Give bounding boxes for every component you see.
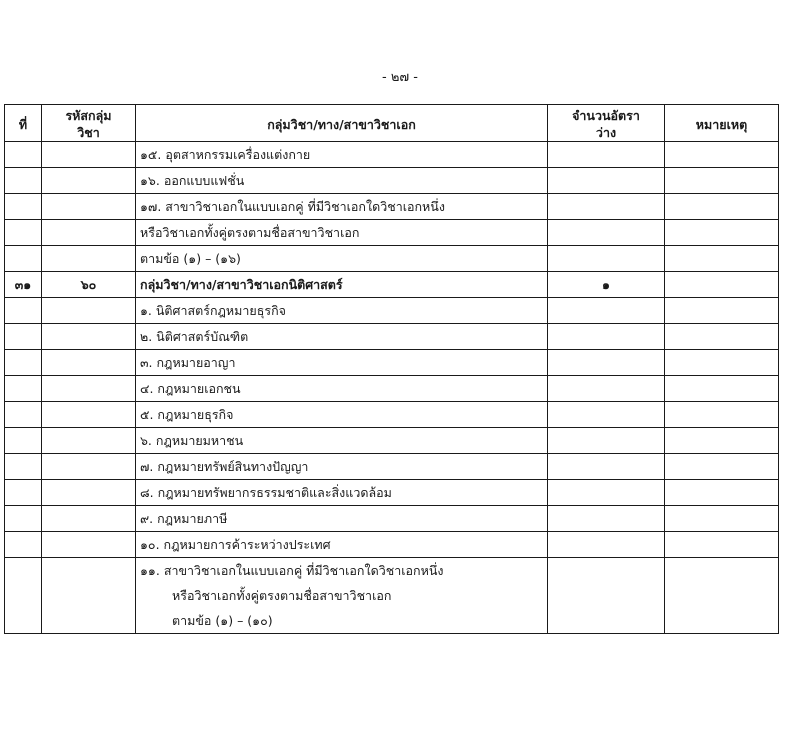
cell-no — [5, 506, 42, 532]
cell-count — [548, 428, 665, 454]
header-no: ที่ — [5, 105, 42, 142]
header-count-line2: ว่าง — [595, 125, 617, 140]
table-row — [5, 402, 779, 428]
cell-count — [548, 220, 665, 246]
table-row — [5, 376, 779, 402]
cell-remark — [665, 402, 779, 428]
cell-remark — [665, 376, 779, 402]
cell-major: ๑๕. อุตสาหกรรมเครื่องแต่งกาย — [136, 142, 548, 168]
cell-code: ๖๐ — [42, 272, 136, 298]
cell-no — [5, 480, 42, 506]
cell-major: ๑๗. สาขาวิชาเอกในแบบเอกคู่ ที่มีวิชาเอกใดวิชาเอกหนึ่ง — [136, 194, 548, 220]
table-row — [5, 558, 779, 634]
header-code-line2: วิชา — [77, 125, 100, 140]
cell-remark — [665, 324, 779, 350]
cell-major: กลุ่มวิชา/ทาง/สาขาวิชาเอกนิติศาสตร์ — [136, 272, 548, 298]
cell-count — [548, 480, 665, 506]
cell-count — [548, 324, 665, 350]
cell-code — [42, 350, 136, 376]
table-row — [5, 506, 779, 532]
cell-no — [5, 558, 42, 634]
cell-count — [548, 350, 665, 376]
cell-remark — [665, 246, 779, 272]
cell-no — [5, 298, 42, 324]
cell-code — [42, 402, 136, 428]
cell-major: ๑๖. ออกแบบแฟชั่น — [136, 168, 548, 194]
header-count-line1: จำนวนอัตรา — [572, 108, 640, 123]
table-row — [5, 324, 779, 350]
cell-remark — [665, 194, 779, 220]
cell-no — [5, 220, 42, 246]
cell-no — [5, 142, 42, 168]
table-row — [5, 298, 779, 324]
table-row-group-header — [5, 272, 779, 298]
table-row — [5, 168, 779, 194]
cell-no — [5, 454, 42, 480]
major-line-3: ตามข้อ (๑) – (๑๐) — [172, 613, 273, 628]
table-row — [5, 194, 779, 220]
cell-count — [548, 168, 665, 194]
header-major: กลุ่มวิชา/ทาง/สาขาวิชาเอก — [136, 105, 548, 142]
table-row — [5, 454, 779, 480]
cell-remark — [665, 350, 779, 376]
table-row — [5, 142, 779, 168]
cell-remark — [665, 532, 779, 558]
cell-remark — [665, 506, 779, 532]
cell-major: ๔. กฎหมายเอกชน — [136, 376, 548, 402]
cell-count — [548, 246, 665, 272]
cell-code — [42, 376, 136, 402]
cell-major: ตามข้อ (๑) – (๑๖) — [136, 246, 548, 272]
cell-remark — [665, 272, 779, 298]
cell-count — [548, 558, 665, 634]
cell-code — [42, 532, 136, 558]
cell-major: ๑๐. กฎหมายการค้าระหว่างประเทศ — [136, 532, 548, 558]
cell-count: ๑ — [548, 272, 665, 298]
cell-no — [5, 376, 42, 402]
cell-count — [548, 298, 665, 324]
cell-major: ๖. กฎหมายมหาชน — [136, 428, 548, 454]
cell-major-multiline — [136, 558, 548, 634]
cell-code — [42, 142, 136, 168]
cell-remark — [665, 220, 779, 246]
cell-remark — [665, 168, 779, 194]
cell-code — [42, 454, 136, 480]
cell-code — [42, 220, 136, 246]
cell-count — [548, 194, 665, 220]
cell-no — [5, 324, 42, 350]
cell-major: ๒. นิติศาสตร์บัณฑิต — [136, 324, 548, 350]
cell-count — [548, 532, 665, 558]
table-row — [5, 350, 779, 376]
cell-count — [548, 376, 665, 402]
cell-no — [5, 402, 42, 428]
header-code-line1: รหัสกลุ่ม — [65, 108, 112, 123]
majors-table — [4, 104, 779, 634]
table-row — [5, 220, 779, 246]
cell-code — [42, 194, 136, 220]
cell-no: ๓๑ — [5, 272, 42, 298]
cell-count — [548, 402, 665, 428]
header-remark: หมายเหตุ — [665, 105, 779, 142]
table-row — [5, 246, 779, 272]
header-count — [548, 105, 665, 142]
cell-major: ๙. กฎหมายภาษี — [136, 506, 548, 532]
cell-code — [42, 324, 136, 350]
cell-remark — [665, 428, 779, 454]
cell-major: หรือวิชาเอกทั้งคู่ตรงตามชื่อสาขาวิชาเอก — [136, 220, 548, 246]
page-number: - ๒๗ - — [382, 70, 418, 85]
cell-no — [5, 428, 42, 454]
header-code — [42, 105, 136, 142]
cell-no — [5, 194, 42, 220]
cell-major: ๕. กฎหมายธุรกิจ — [136, 402, 548, 428]
cell-remark — [665, 298, 779, 324]
cell-code — [42, 168, 136, 194]
major-line-1: ๑๑. สาขาวิชาเอกในแบบเอกคู่ ที่มีวิชาเอกใดวิชาเอกหนึ่ง — [140, 563, 444, 578]
cell-major: ๘. กฎหมายทรัพยากรธรรมชาติและสิ่งแวดล้อม — [136, 480, 548, 506]
cell-remark — [665, 142, 779, 168]
cell-code — [42, 558, 136, 634]
cell-major: ๑. นิติศาสตร์กฎหมายธุรกิจ — [136, 298, 548, 324]
table-header-row — [5, 105, 779, 142]
cell-code — [42, 298, 136, 324]
cell-no — [5, 246, 42, 272]
cell-remark — [665, 558, 779, 634]
cell-major: ๗. กฎหมายทรัพย์สินทางปัญญา — [136, 454, 548, 480]
cell-no — [5, 532, 42, 558]
cell-major: ๓. กฎหมายอาญา — [136, 350, 548, 376]
cell-code — [42, 428, 136, 454]
table-row — [5, 480, 779, 506]
cell-no — [5, 350, 42, 376]
cell-remark — [665, 454, 779, 480]
major-line-2: หรือวิชาเอกทั้งคู่ตรงตามชื่อสาขาวิชาเอก — [172, 588, 392, 603]
cell-code — [42, 246, 136, 272]
cell-count — [548, 142, 665, 168]
cell-count — [548, 454, 665, 480]
cell-code — [42, 480, 136, 506]
cell-no — [5, 168, 42, 194]
cell-code — [42, 506, 136, 532]
cell-count — [548, 506, 665, 532]
table-row — [5, 532, 779, 558]
table-row — [5, 428, 779, 454]
cell-remark — [665, 480, 779, 506]
